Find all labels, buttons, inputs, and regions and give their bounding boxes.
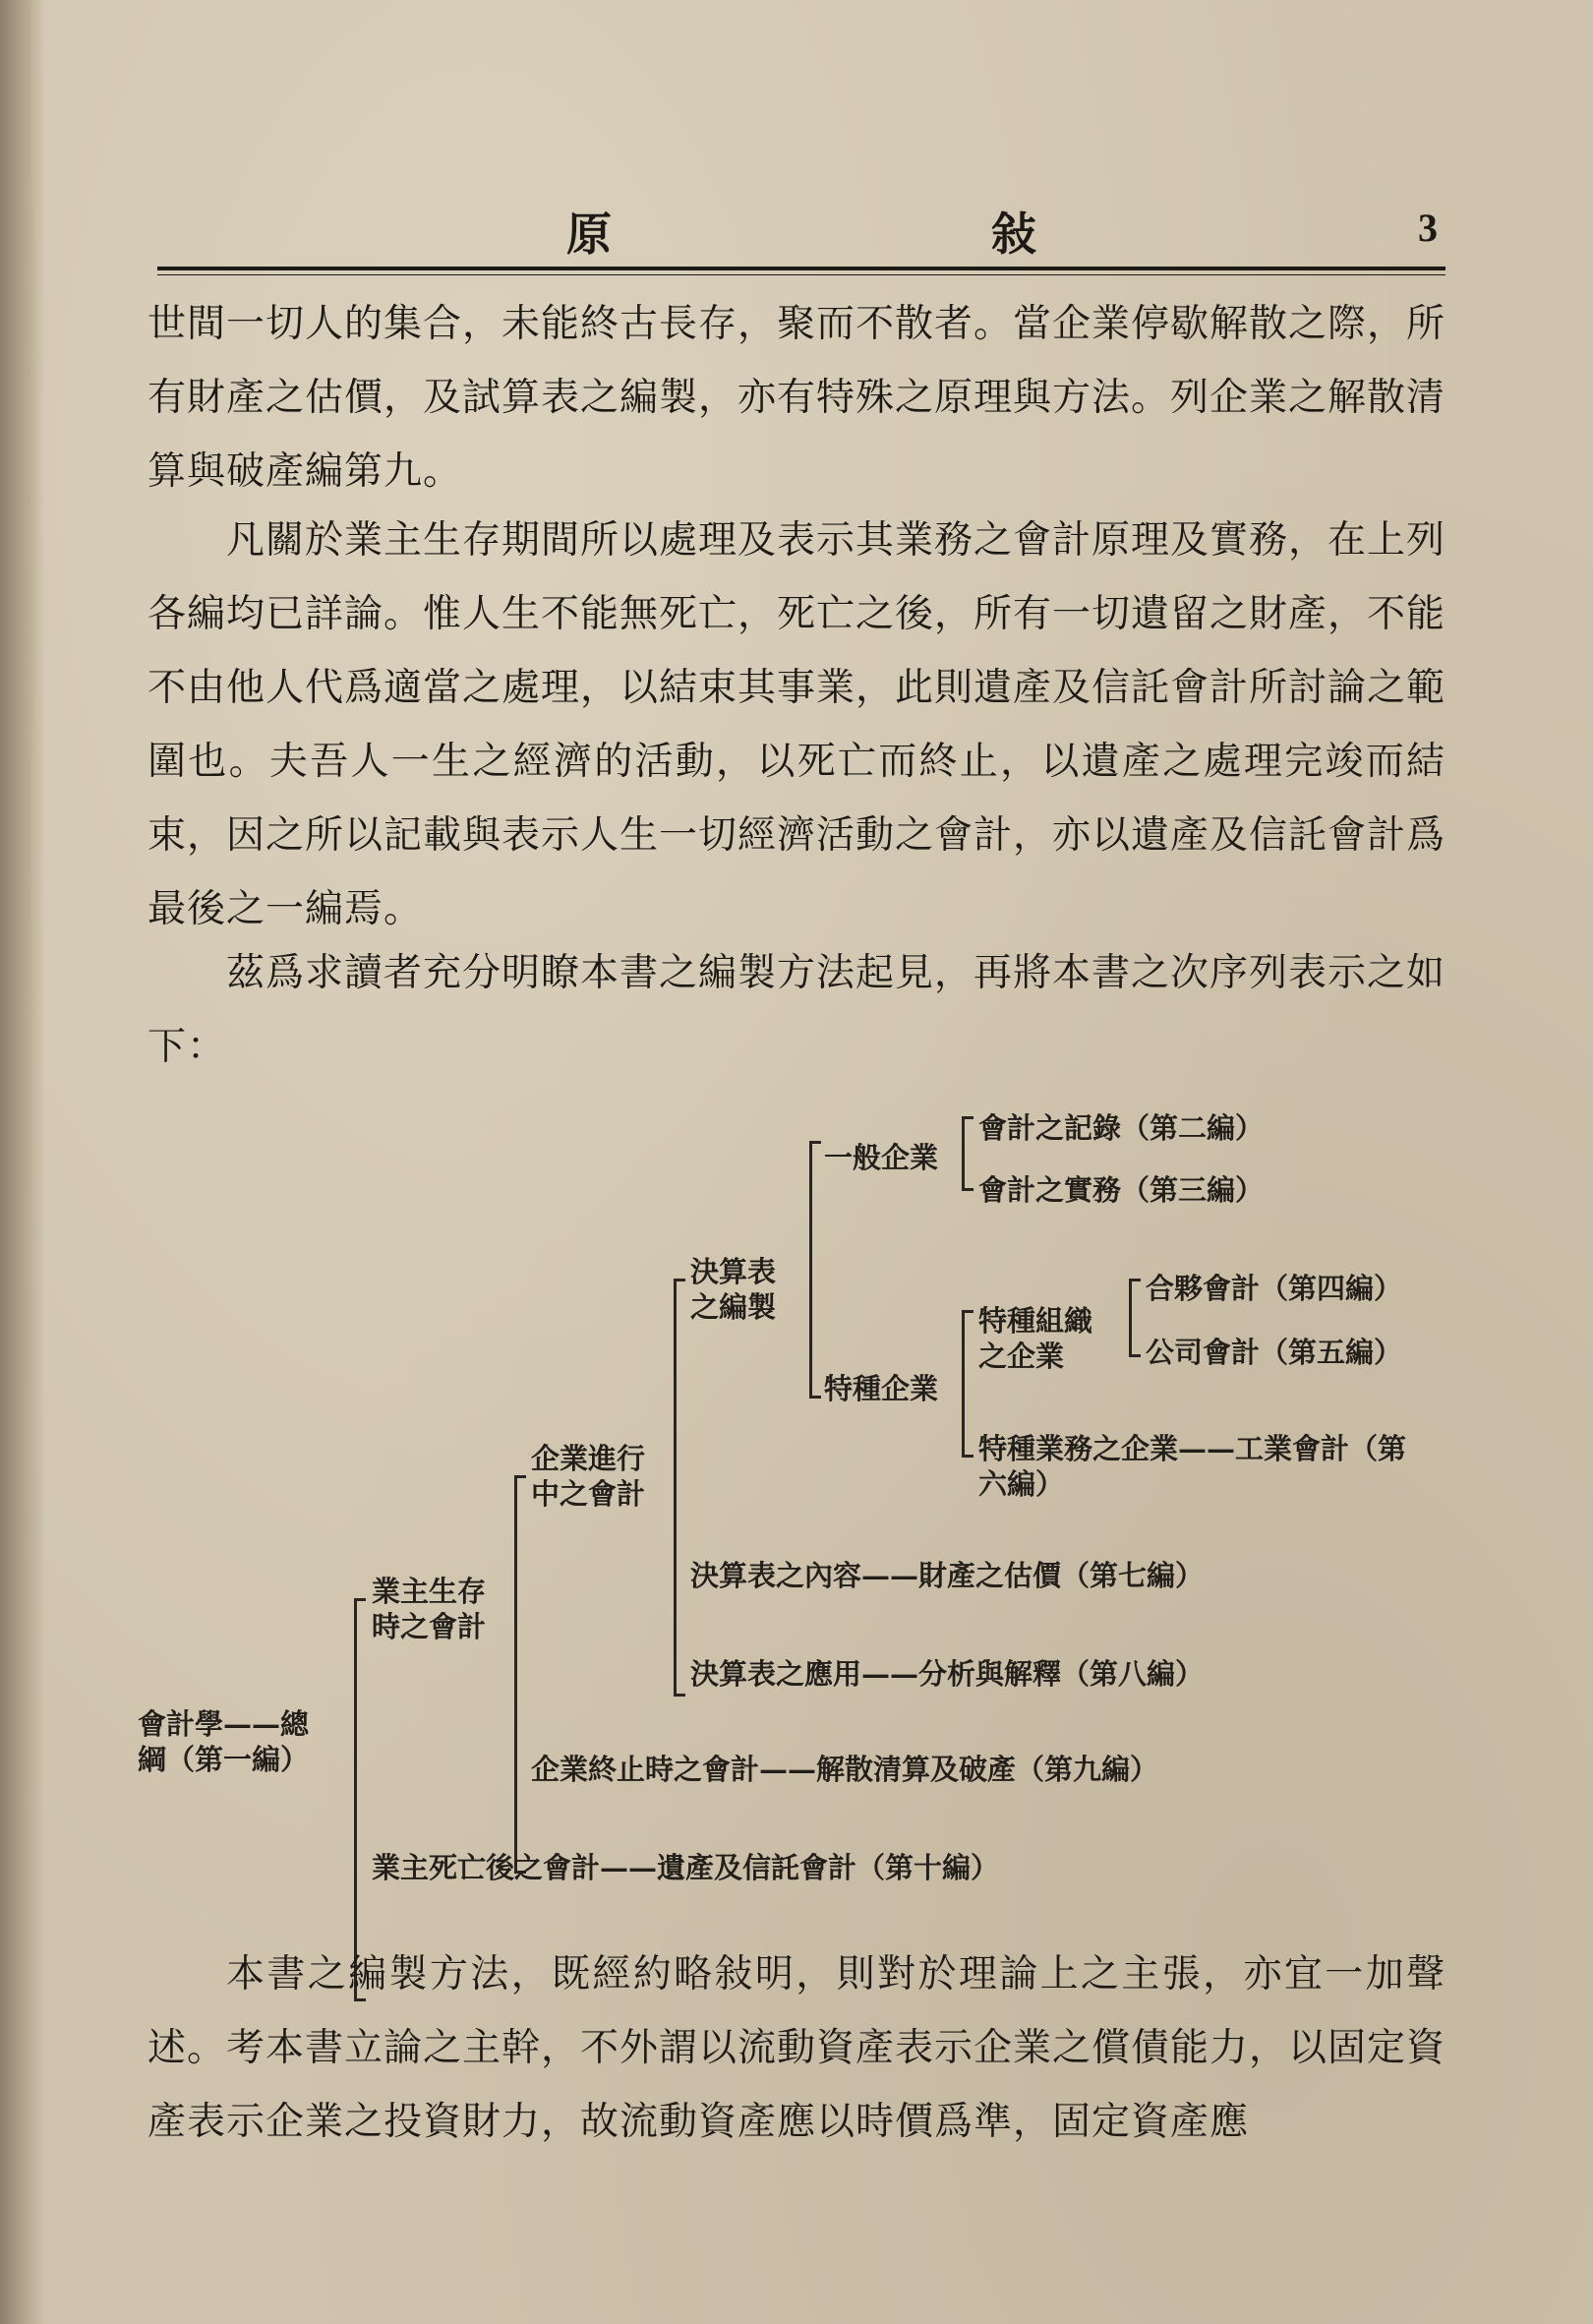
paragraph-3: [148, 936, 1446, 1084]
statements-prep-brace: [809, 1141, 822, 1399]
running-title: 原 敍: [566, 208, 1204, 261]
diagram-general-enterprise: 一般企業: [824, 1141, 939, 1174]
page-header: [157, 193, 1446, 262]
page-number: 3: [1418, 206, 1438, 250]
book-structure-diagram: [138, 1092, 1455, 1908]
diagram-special-business: 特種業務之企業——工業會計（第六編）: [978, 1432, 1407, 1501]
paragraph-2-text: 凡關於業主生存期間所以處理及表示其業務之會計原理及實務，在上列各編均已詳論。惟人生不能無死亡，死亡之後，所有一切遺留之財產，不能不由他人代爲適當之處理，以結束其事業，此則遺產及信託會計所討論之範圍也。夫吾人一生之經濟的活動，以死亡而終止，以遺產之處理完竣而結束，因之所以記載與表示人生一切經濟活動之會計，亦以遺產及信託會計爲最後之一編焉。: [148, 518, 1446, 931]
special-org-brace: [1129, 1279, 1142, 1357]
diagram-living-owner: 業主生存時之會計: [372, 1575, 487, 1643]
diagram-practice: 會計之實務（第三編）: [978, 1173, 1265, 1207]
diagram-company: 公司會計（第五編）: [1146, 1336, 1403, 1369]
header-rule: [157, 267, 1446, 270]
special-enterprise-brace: [962, 1310, 974, 1458]
paragraph-4-text: 本書之編製方法，既經約略敍明，則對於理論上之主張，亦宜一加聲述。考本書立論之主幹，不外謂以流動資產表示企業之償債能力，以固定資產表示企業之投資財力，故流動資產應以時價爲準，固定資產應: [148, 1952, 1446, 2144]
general-enterprise-brace: [962, 1116, 974, 1191]
living-owner-brace: [514, 1475, 527, 1874]
paragraph-3-text: 茲爲求讀者充分明瞭本書之編製方法起見，再將本書之次序列表示之如下：: [148, 951, 1446, 1069]
diagram-statement-use: 決算表之應用——分析與解釋（第八編）: [690, 1657, 1205, 1691]
diagram-records: 會計之記錄（第二編）: [978, 1111, 1265, 1145]
ongoing-brace: [674, 1279, 686, 1697]
paragraph-2: [148, 504, 1446, 946]
diagram-special-enterprise: 特種企業: [824, 1372, 939, 1405]
paragraph-1-text: 世間一切人的集合，未能終古長存，聚而不散者。當企業停歇解散之際，所有財產之估價，及試算表之編製，亦有特殊之原理與方法。列企業之解散清算與破產編第九。: [148, 302, 1446, 494]
diagram-special-org: 特種組織之企業: [978, 1304, 1093, 1373]
diagram-termination: 企業終止時之會計——解散清算及破產（第九編）: [531, 1753, 1159, 1786]
book-gutter-shadow: [0, 0, 45, 2324]
diagram-partnership: 合夥會計（第四編）: [1146, 1272, 1403, 1305]
paragraph-4: [148, 1937, 1446, 2159]
diagram-root: 會計學——總綱（第一編）: [138, 1707, 310, 1776]
diagram-statements-prep: 決算表之編製: [690, 1255, 777, 1324]
diagram-deceased-owner: 業主死亡後之會計——遺產及信託會計（第十編）: [372, 1851, 1000, 1884]
diagram-statement-content: 決算表之內容——財產之估價（第七編）: [690, 1559, 1205, 1592]
paragraph-1: [148, 287, 1446, 508]
diagram-ongoing: 企業進行中之會計: [531, 1442, 646, 1511]
